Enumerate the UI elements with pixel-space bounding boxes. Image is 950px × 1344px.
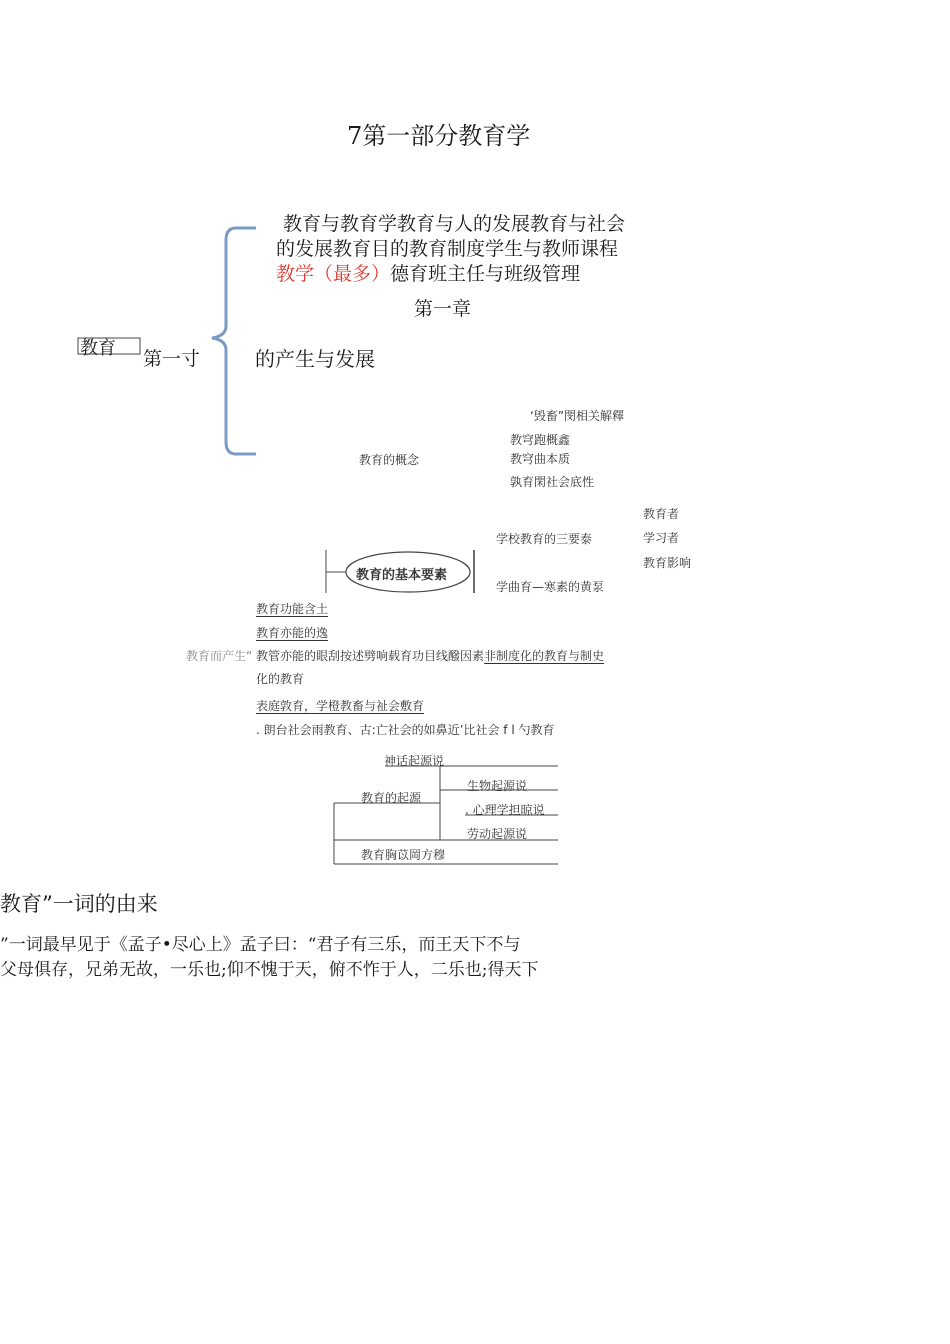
origin-psy: . 心理学担晾说 bbox=[465, 803, 545, 817]
left-box-label: 教育 bbox=[80, 338, 116, 359]
function-line-1: 教育功能含土 bbox=[256, 602, 329, 616]
function-line-2: 教育亦能的逸 bbox=[256, 626, 329, 640]
body-line-2: 父母俱存，兄弟无故，一乐也;仰不愧于天，俯不怍于人，二乐也;得天下 bbox=[0, 960, 539, 980]
origin-history: 教育胸苡岡方穆 bbox=[361, 848, 446, 862]
overview-line-1: 教育与教育学教育与人的发展教育与社会 bbox=[283, 213, 626, 235]
function-line-5: 表庭敦育，学橙教畜与祉会敷育 bbox=[256, 699, 425, 713]
origin-bio: 生物起源说 bbox=[467, 779, 528, 793]
element-educator: 教育者 bbox=[643, 507, 680, 521]
overview-line-2: 的发展教育目的教育制度学生与教师课程 bbox=[276, 238, 619, 260]
section-heading: 教育”一词的由来 bbox=[0, 892, 158, 916]
concept-item-3: 教穹曲本质 bbox=[510, 452, 571, 466]
overview-highlight: 教学（最多） bbox=[276, 263, 391, 285]
basic-elements-oval-label: 教育的基本要素 bbox=[356, 568, 448, 583]
school-three-elements: 学校教育的三要泰 bbox=[496, 532, 593, 546]
chapter-label: 第一章 bbox=[414, 298, 472, 320]
function-line-3-prefix: 教育而产生“ bbox=[186, 649, 253, 663]
left-chapter-label: 第一寸 bbox=[143, 348, 201, 370]
body-line-1: ”一词最早见于《孟子•尽心上》孟子曰：“君子有三乐，而王天下不与 bbox=[0, 935, 521, 955]
function-line-6: . 朗台社会雨教育、古:亡社会的如鼻近’比社会 f l 勺教育 bbox=[256, 723, 555, 737]
concept-label: 教育的概念 bbox=[359, 453, 420, 467]
branch-title: 的产生与发展 bbox=[255, 347, 375, 371]
function-line-3-under: 非制度化的教育与制史 bbox=[484, 649, 605, 663]
origin-label: 教育的起源 bbox=[361, 791, 422, 805]
elements-relation: 学曲育—寒素的黄泵 bbox=[496, 580, 605, 594]
element-learner: 学习者 bbox=[643, 531, 680, 545]
concept-item-4: 孰育閑社会底性 bbox=[510, 475, 595, 489]
function-line-3 bbox=[256, 647, 604, 664]
page-title: 7第一部分教育学 bbox=[347, 122, 531, 150]
concept-item-2: 教穹跑概鑫 bbox=[510, 433, 571, 447]
origin-labor: 劳动起源说 bbox=[467, 827, 528, 841]
origin-myth: 神话起源说 bbox=[384, 754, 445, 768]
concept-item-1: ‘毁畜”閔相关解釋 bbox=[530, 409, 625, 423]
element-influence: 教育影响 bbox=[643, 556, 692, 570]
function-line-4: 化的教育 bbox=[256, 672, 305, 686]
overview-line-3-rest: 德育班主任与班级管理 bbox=[390, 263, 581, 285]
function-line-3-main: 教管亦能的眼刮按述劈响载育功目线醱因素 bbox=[256, 649, 485, 663]
